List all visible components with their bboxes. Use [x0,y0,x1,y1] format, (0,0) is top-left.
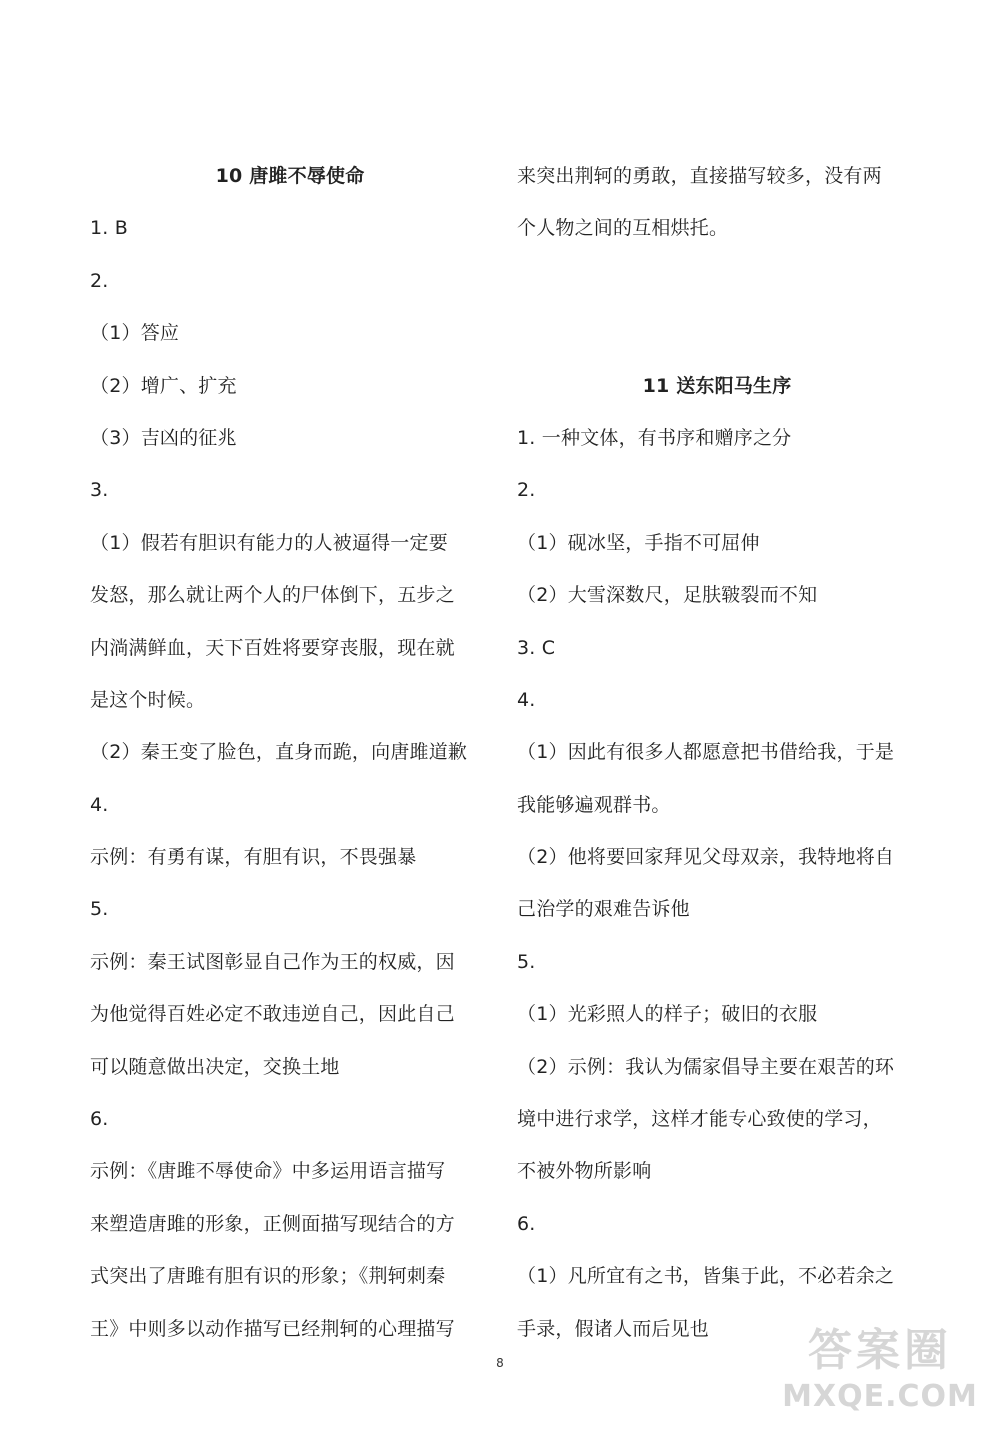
answer-line: 内淌满鲜血，天下百姓将要穿丧服，现在就 [90,636,455,659]
answer-line: 2. [517,479,536,502]
answer-line: 6. [90,1108,109,1131]
answer-line: （2）他将要回家拜见父母双亲，我特地将自 [517,846,895,869]
answer-line: 5. [517,950,536,973]
watermark-logo [770,1323,990,1423]
answer-line: （1）因此有很多人都愿意把书借给我，于是 [517,741,895,764]
spacer [517,307,917,359]
left-column [90,150,490,1355]
answer-line: 示例：有勇有谋，有胆有识，不畏强暴 [90,846,417,869]
answer-line: （1）光彩照人的样子；破旧的衣服 [517,1003,818,1026]
answer-line: 来突出荆轲的勇敢，直接描写较多，没有两 [517,165,882,187]
section-heading: 11 送东阳马生序 [642,374,792,397]
answer-line: 1. B [90,217,129,240]
spacer [517,255,917,307]
answer-line: （3）吉凶的征兆 [90,426,237,449]
answer-line: （2）大雪深数尺，足肤皲裂而不知 [517,584,818,607]
answer-line: 3. [90,479,109,502]
answer-line: 来塑造唐雎的形象，正侧面描写现结合的方 [90,1212,455,1235]
answer-line: 3. C [517,636,556,659]
answer-line: 可以随意做出决定，交换土地 [90,1055,340,1078]
page-number: 8 [496,1356,504,1370]
answer-line: 示例：秦王试图彰显自己作为王的权威，因 [90,950,455,973]
answer-line: （1）假若有胆识有能力的人被逼得一定要 [90,531,448,554]
answer-line: （2）增广、扩充 [90,374,237,397]
answer-line: 4. [517,688,536,711]
answer-line: 手录，假诸人而后见也 [517,1317,710,1340]
answer-line: 个人物之间的互相烘托。 [517,217,729,240]
answer-line: 己治学的艰难告诉他 [517,898,690,921]
answer-line: （1）答应 [90,322,180,345]
answer-line: 我能够遍观群书。 [517,793,671,816]
answer-line: 2. [90,269,109,292]
watermark-text-cn: 答案圈 [808,1325,952,1376]
right-column [517,150,917,1355]
answer-line: （1）砚冰坚，手指不可屈伸 [517,531,760,554]
answer-line: 是这个时候。 [90,688,206,711]
watermark-text-en: MXQE.COM [782,1379,978,1414]
answer-line: 6. [517,1212,536,1235]
section-heading: 10 唐雎不辱使命 [215,165,365,187]
answer-line: 示例：《唐雎不辱使命》中多运用语言描写 [90,1160,446,1183]
answer-line: 不被外物所影响 [517,1160,652,1183]
answer-line: 5. [90,898,109,921]
answer-line: 发怒，那么就让两个人的尸体倒下，五步之 [90,584,455,607]
answer-line: （2）示例：我认为儒家倡导主要在艰苦的环 [517,1055,895,1078]
answer-line: 1. 一种文体，有书序和赠序之分 [517,426,792,449]
answer-line: 境中进行求学，这样才能专心致使的学习， [517,1108,882,1131]
answer-line: 为他觉得百姓必定不敢违逆自己，因此自己 [90,1003,455,1026]
answer-line: 式突出了唐雎有胆有识的形象；《荆轲刺秦 [90,1265,446,1288]
answer-line: （1）凡所宜有之书，皆集于此，不必若余之 [517,1265,895,1288]
answer-line: 王》中则多以动作描写已经荆轲的心理描写 [90,1317,455,1340]
answer-line: 4. [90,793,109,816]
answer-line: （2）秦王变了脸色，直身而跪，向唐雎道歉 [90,741,468,764]
